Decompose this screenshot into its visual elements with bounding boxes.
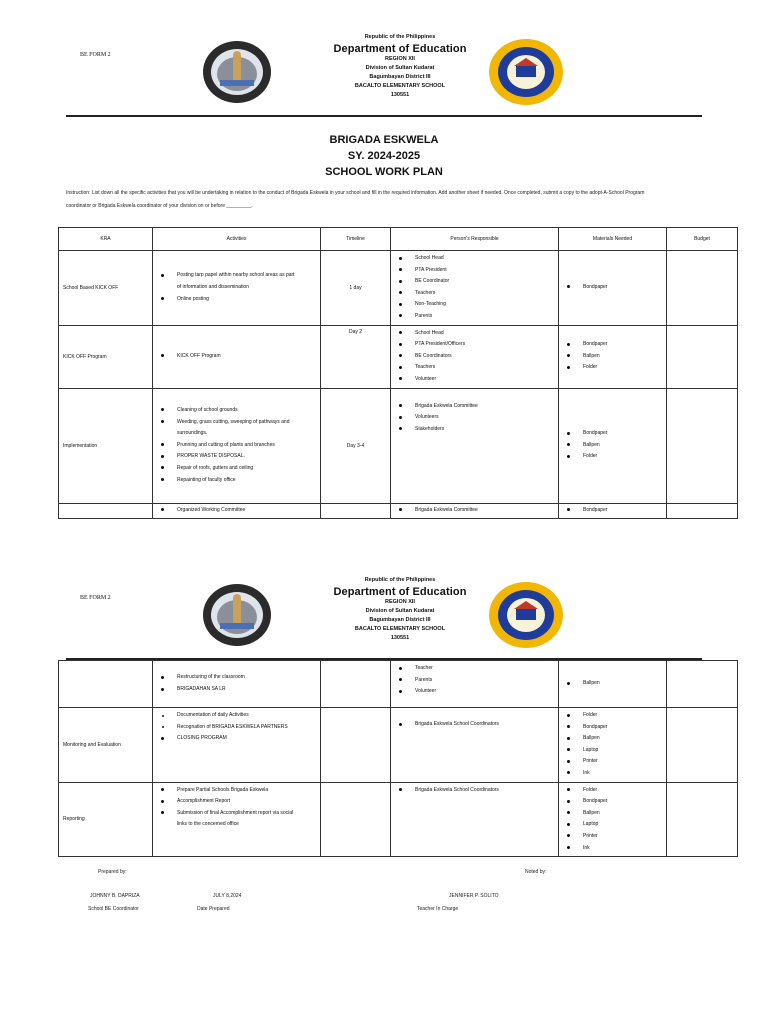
activities-cell: [153, 251, 321, 326]
list-item: School Head: [395, 328, 558, 340]
list-item: BRIGADAHAN SA LR: [157, 684, 320, 696]
department-title: Department of Education: [333, 43, 467, 55]
list-item: BE Coordinator: [395, 276, 558, 288]
school-seal-logo: [488, 38, 564, 106]
timeline-cell: [321, 503, 391, 518]
budget-cell: [667, 661, 738, 708]
materials-cell: [559, 503, 667, 518]
district-label: Bagumbayan District III: [369, 617, 431, 623]
list-item: Parents: [395, 675, 558, 687]
list-item-continued: of information and dissemination: [177, 283, 249, 290]
deped-header: [300, 577, 500, 643]
timeline-cell: [321, 708, 391, 783]
column-header: KRA: [59, 228, 153, 251]
region-label: REGION XII: [385, 56, 415, 62]
timeline-cell: 1 day: [321, 251, 391, 326]
list-item: Cleaning of school grounds: [157, 405, 320, 417]
list-item: Restructuring of the classroom: [157, 672, 320, 684]
instruction-text: [66, 187, 706, 213]
list-item-continued: surroundings.: [177, 430, 208, 437]
list-item: School Head: [395, 253, 558, 265]
division-label: Division of Sultan Kudarat: [365, 65, 435, 71]
teacher-in-charge-name: JENNIFER P. SOLITO: [449, 893, 499, 899]
budget-cell: [667, 251, 738, 326]
list-item: Ballpen: [563, 440, 666, 452]
persons-cell: [391, 708, 559, 783]
kra-cell: [59, 661, 153, 708]
activities-cell: [153, 503, 321, 518]
form-label: BE FORM 2: [80, 52, 111, 58]
persons-cell: [391, 325, 559, 388]
list-item: Volunteer: [395, 686, 558, 698]
timeline-cell: [321, 782, 391, 857]
kra-cell: Implementation: [59, 388, 153, 503]
list-item: Organized Working Committee: [157, 505, 320, 517]
table-row: [59, 251, 738, 326]
list-item: Bondpaper: [563, 282, 666, 294]
persons-cell: [391, 388, 559, 503]
school-name: BACALTO ELEMENTARY SCHOOL: [354, 83, 446, 89]
budget-cell: [667, 388, 738, 503]
document-title: [250, 132, 518, 180]
school-id: 130551: [390, 635, 410, 641]
persons-cell: [391, 782, 559, 857]
instruction-line-1: Instruction: List down all the specific activities that you will be undertaking in relation to the conduct of Brigada Eskwela in your school and fill in the required information. Add another sheet if needed. Once completed, submit a copy to the adopt-A-School Program: [66, 190, 645, 196]
list-item: Printer: [563, 831, 666, 843]
activities-cell: [153, 708, 321, 783]
list-item: Teacher: [395, 663, 558, 675]
list-item: Brigada Eskwela Committee: [395, 505, 558, 517]
noted-by-label: Noted by:: [525, 869, 547, 875]
list-item: Teachers: [395, 362, 558, 374]
kra-cell: Monitoring and Evaluation: [59, 708, 153, 783]
table-row: [59, 388, 738, 503]
budget-cell: [667, 325, 738, 388]
list-item: Folder: [563, 362, 666, 374]
list-item: Volunteers: [395, 412, 558, 424]
kra-cell: Reporting: [59, 782, 153, 857]
list-item: Bondpaper: [563, 722, 666, 734]
materials-cell: [559, 325, 667, 388]
list-item: PROPER WASTE DISPOSAL.: [157, 451, 320, 463]
list-item: Stakeholders: [395, 424, 558, 436]
work-plan-table-continued: [58, 660, 738, 857]
division-seal-logo: [202, 583, 272, 647]
list-item: Printer: [563, 756, 666, 768]
table-header-row: [59, 228, 738, 251]
district-label: Bagumbayan District III: [369, 74, 431, 80]
division-label: Division of Sultan Kudarat: [365, 608, 435, 614]
list-item: Bondpaper: [563, 339, 666, 351]
list-item: Bondpaper: [563, 796, 666, 808]
list-item: CLOSING PROGRAM: [157, 733, 320, 745]
activities-cell: [153, 661, 321, 708]
instruction-line-2: coordinator or Brigada Eskwela coordinator of your division on or before _________.: [66, 203, 253, 209]
list-item: Weeding, grass cutting, sweeping of pathways and: [157, 417, 320, 429]
table-row: [59, 708, 738, 783]
list-item: Posting tarp papel within nearby school areas as part: [157, 270, 320, 282]
deped-header: [300, 34, 500, 100]
persons-cell: [391, 503, 559, 518]
title-line-1: BRIGADA ESKWELA: [329, 134, 439, 146]
list-item: Ballpen: [563, 808, 666, 820]
form-label: BE FORM 2: [80, 595, 111, 601]
list-item: BE Coordinators: [395, 351, 558, 363]
table-row: [59, 325, 738, 388]
list-item: Teachers: [395, 288, 558, 300]
date-prepared-value: JULY 8,2024: [213, 893, 242, 899]
title-line-2: SY. 2024-2025: [347, 150, 421, 162]
budget-cell: [667, 708, 738, 783]
list-item: Ballpen: [563, 351, 666, 363]
budget-cell: [667, 503, 738, 518]
list-item: Folder: [563, 451, 666, 463]
column-header: Person's Responsible: [391, 228, 559, 251]
list-item: Ink: [563, 768, 666, 780]
work-plan-table: [58, 227, 738, 519]
header-rule: [66, 115, 702, 117]
persons-cell: [391, 251, 559, 326]
column-header: Activities: [153, 228, 321, 251]
school-seal-logo: [488, 581, 564, 649]
list-item: Laptop: [563, 819, 666, 831]
materials-cell: [559, 782, 667, 857]
list-item: Folder: [563, 785, 666, 797]
list-item: Online posting: [157, 294, 320, 306]
list-item: Brigada Eskwela School Coordinators: [395, 785, 558, 797]
list-item: Bondpaper: [563, 505, 666, 517]
persons-cell: [391, 661, 559, 708]
list-item: Ballpen: [563, 678, 666, 690]
list-item: Ballpen: [563, 733, 666, 745]
list-item-continued: links to the concerned office: [177, 821, 239, 828]
coordinator-name: JOHNNY B. DAPRIZA: [90, 893, 140, 899]
column-header: Timeline: [321, 228, 391, 251]
timeline-cell: Day 3-4: [321, 388, 391, 503]
list-item: Bondpaper: [563, 428, 666, 440]
list-item: PTA President/Officers: [395, 339, 558, 351]
list-item: Folder: [563, 710, 666, 722]
budget-cell: [667, 782, 738, 857]
coordinator-title: School BE Coordinator: [88, 906, 139, 912]
list-item: Laptop: [563, 745, 666, 757]
republic-label: Republic of the Philippines: [364, 577, 436, 583]
column-header: Materials Needed: [559, 228, 667, 251]
division-seal-logo: [202, 40, 272, 104]
teacher-in-charge-title: Teacher In Charge: [417, 906, 459, 912]
list-item: PTA President: [395, 265, 558, 277]
table-row: [59, 661, 738, 708]
list-item: Accomplishment Report: [157, 796, 320, 808]
list-item: Ink: [563, 843, 666, 855]
list-item: Documentation of daily Activities: [157, 710, 320, 722]
materials-cell: [559, 388, 667, 503]
column-header: Budget: [667, 228, 738, 251]
kra-cell: KICK OFF Program: [59, 325, 153, 388]
timeline-cell: Day 2: [321, 325, 391, 388]
list-item: Repair of roofs, gutters and ceiling: [157, 463, 320, 475]
table-row: [59, 503, 738, 518]
list-item: Parents: [395, 311, 558, 323]
list-item: Submission of final Accomplishment report via social: [157, 808, 320, 820]
list-item: Repainting of faculty office: [157, 475, 320, 487]
list-item: Prepare Partial Schools Brigada Eskwela: [157, 785, 320, 797]
materials-cell: [559, 708, 667, 783]
list-item: Non-Teaching: [395, 299, 558, 311]
school-name: BACALTO ELEMENTARY SCHOOL: [354, 626, 446, 632]
list-item: Brigada Eskwela School Coordinators: [395, 719, 558, 731]
list-item: KICK OFF Program: [157, 351, 320, 363]
activities-cell: [153, 325, 321, 388]
school-id: 130551: [390, 92, 410, 98]
materials-cell: [559, 251, 667, 326]
title-line-3: SCHOOL WORK PLAN: [325, 166, 443, 178]
activities-cell: [153, 782, 321, 857]
list-item: Prunning and cutting of plants and branches: [157, 440, 320, 452]
republic-label: Republic of the Philippines: [364, 34, 436, 40]
kra-cell: School Based KICK OFF: [59, 251, 153, 326]
materials-cell: [559, 661, 667, 708]
activities-cell: [153, 388, 321, 503]
region-label: REGION XII: [385, 599, 415, 605]
kra-cell: [59, 503, 153, 518]
list-item: Volunteer: [395, 374, 558, 386]
timeline-cell: [321, 661, 391, 708]
table-row: [59, 782, 738, 857]
department-title: Department of Education: [333, 586, 467, 598]
list-item: Brigada Eskwela Committee: [395, 401, 558, 413]
list-item: Recognation of BRIGADA ESKWELA PARTNERS: [157, 722, 320, 734]
date-prepared-label: Date Prepared: [197, 906, 230, 912]
prepared-by-label: Prepared by:: [98, 869, 127, 875]
